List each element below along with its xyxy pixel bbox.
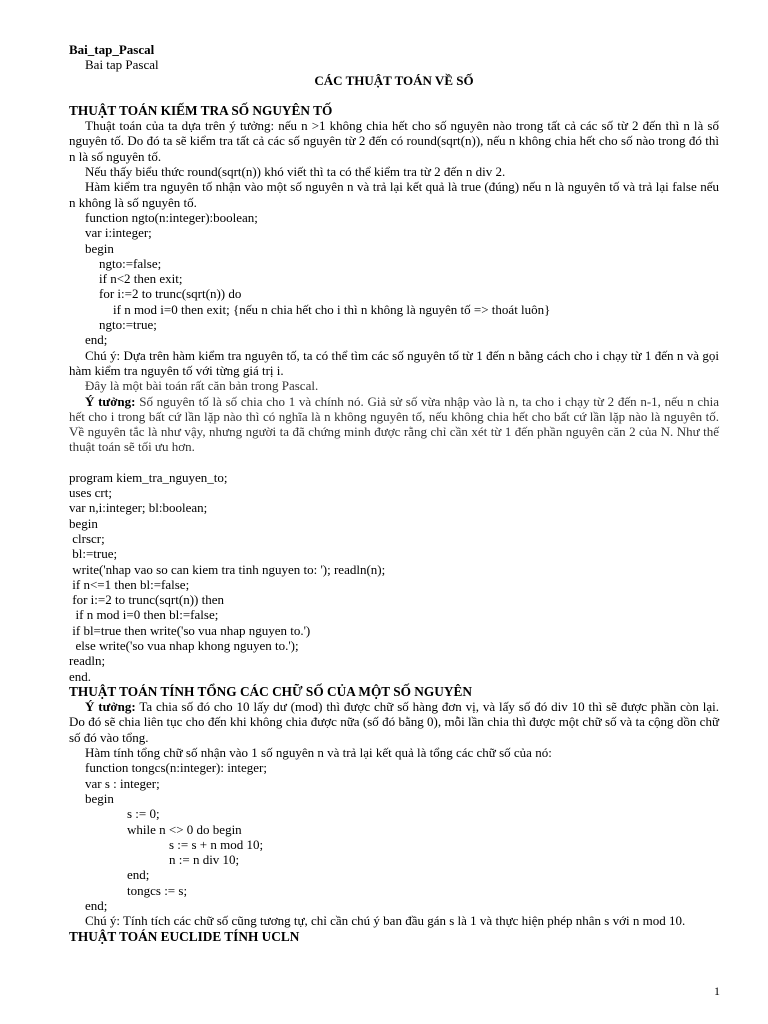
code-line: write('nhap vao so can kiem tra tinh nguyen to: '); readln(n); — [69, 561, 386, 577]
code-line: tongcs := s; — [127, 882, 188, 898]
code-line: if bl=true then write('so vua nhap nguyen to.') — [69, 622, 311, 638]
code-line: n := n div 10; — [169, 852, 240, 868]
paragraph: Đây là một bài toán rất căn bản trong Pascal. — [85, 378, 319, 394]
code-line: begin — [85, 240, 114, 256]
idea-text: Số nguyên tố là số chia cho 1 và chính nó. Giả sử số vừa nhập vào là n, ta cho i chạy từ 2 đến n-1, nếu n chia hết cho i trong bất cứ lần lặp nào thì có nghĩa là n không nguyên tố, nếu không chia hết cho bất cứ lần lặp nào là nguyên tố. Về nguyên tắc là như vậy, nhưng người ta đã chứng minh được rằng chỉ cần xét từ 1 đến phần nguyên căn 2 của N. Như thế thuật toán sẽ tối ưu hơn. — [69, 393, 720, 455]
code-line: s := 0; — [127, 806, 160, 822]
code-line: else write('so vua nhap khong nguyen to.'); — [69, 637, 299, 653]
code-line: if n mod i=0 then bl:=false; — [69, 607, 219, 623]
code-line: function ngto(n:integer):boolean; — [85, 209, 258, 225]
code-line: for i:=2 to trunc(sqrt(n)) do — [99, 286, 242, 302]
main-title: CÁC THUẬT TOÁN VỀ SỐ — [314, 72, 474, 88]
paragraph: Nếu thấy biểu thức round(sqrt(n)) khó viết thì ta có thể kiểm tra từ 2 đến n div 2. — [85, 164, 506, 180]
section-heading-euclid: THUẬT TOÁN EUCLIDE TÍNH UCLN — [69, 928, 300, 944]
code-line: var s : integer; — [85, 775, 160, 791]
subtitle: Bai tap Pascal — [85, 57, 159, 73]
code-line: if n mod i=0 then exit; {nếu n chia hết cho i thì n không là nguyên tố => thoát luôn} — [113, 301, 551, 317]
paragraph: Hàm kiểm tra nguyên tố nhận vào một số nguyên n và trả lại kết quả là true (đúng) nếu n là nguyên tố và trả lại false nếu n không là số nguyên tố. — [69, 179, 719, 210]
page-number: 1 — [714, 984, 720, 998]
code-line: ngto:=true; — [99, 317, 157, 333]
code-line: uses crt; — [69, 485, 112, 501]
idea-label: Ý tưởng: — [85, 699, 136, 715]
code-line: for i:=2 to trunc(sqrt(n)) then — [69, 592, 224, 608]
note: Chú ý: Tính tích các chữ số cũng tương tự, chỉ cần chú ý ban đầu gán s là 1 và thực hiện phép nhân s với n mod 10. — [85, 913, 686, 929]
code-line: begin — [69, 515, 98, 531]
code-line: if n<2 then exit; — [99, 271, 183, 287]
code-line: var n,i:integer; bl:boolean; — [69, 500, 208, 516]
code-line: end; — [85, 898, 108, 914]
note: Chú ý: Dựa trên hàm kiểm tra nguyên tố, ta có thể tìm các số nguyên tố từ 1 đến n bằng cách cho i chạy từ 1 đến n và gọi hàm kiểm tra nguyên tố với từng giá trị i. — [69, 347, 719, 378]
paragraph: Thuật toán của ta dựa trên ý tưởng: nếu n >1 không chia hết cho số nguyên nào trong tất cả các số từ 2 đến thì n là số nguyên tố. Do đó ta sẽ kiểm tra tất cả các số nguyên từ 2 đến có round(sqrt(n)), nếu n không chia hết cho số nào trong đó thì n là số nguyên tố. — [69, 118, 719, 164]
code-line: end. — [69, 668, 92, 684]
code-line: ngto:=false; — [99, 255, 162, 271]
document-page — [69, 42, 719, 944]
code-line: function tongcs(n:integer): integer; — [85, 760, 267, 776]
code-line: if n<=1 then bl:=false; — [69, 576, 190, 592]
code-line: begin — [85, 790, 114, 806]
section-heading-prime: THUẬT TOÁN KIẾM TRA SỐ NGUYÊN TỐ — [69, 102, 333, 118]
code-line: clrscr; — [69, 530, 105, 546]
idea-label: Ý tưởng: — [85, 393, 136, 409]
code-line: program kiem_tra_nguyen_to; — [69, 469, 228, 485]
idea-paragraph — [69, 699, 719, 745]
code-line: var i:integer; — [85, 225, 152, 241]
file-title: Bai_tap_Pascal — [69, 42, 155, 57]
code-line: while n <> 0 do begin — [127, 821, 242, 837]
code-line: s := s + n mod 10; — [169, 836, 264, 852]
code-line: end; — [127, 867, 150, 883]
idea-paragraph — [69, 394, 719, 455]
code-line: end; — [85, 332, 108, 348]
idea-text: Ta chia số đó cho 10 lấy dư (mod) thì được chữ số hàng đơn vị, và lấy số đó div 10 thì sẽ được phần còn lại. Do đó sẽ chia liên tục cho đến khi không chia được nữa (số đó bằng 0), mỗi lần chia thì được một chữ số và ta cộng dồn chữ số đó vào tổng. — [69, 699, 719, 745]
code-line: readln; — [69, 653, 106, 669]
paragraph: Hàm tính tổng chữ số nhận vào 1 số nguyên n và trả lại kết quả là tổng các chữ số của nó: — [85, 745, 552, 761]
code-line: bl:=true; — [69, 546, 118, 562]
section-heading-digit-sum: THUẬT TOÁN TÍNH TỔNG CÁC CHỮ SỐ CỦA MỘT SỐ NGUYÊN — [69, 683, 472, 699]
